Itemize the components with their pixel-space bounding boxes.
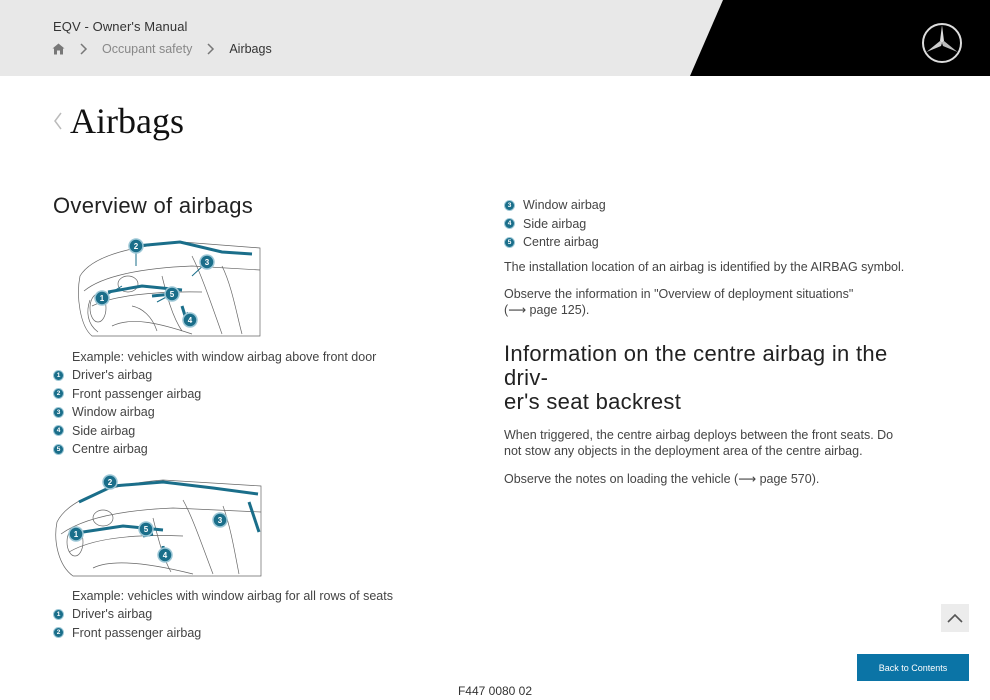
left-column (53, 194, 473, 218)
number-badge: 1 (53, 609, 64, 620)
breadcrumb-airbags: Airbags (229, 42, 272, 56)
right-column (504, 196, 914, 487)
figure-code: F447 0080 02 (457, 684, 533, 698)
number-badge: 1 (53, 370, 64, 381)
legend-label: Window airbag (523, 198, 606, 213)
svg-text:3: 3 (217, 516, 223, 525)
diagram-caption-all-rows: Example: vehicles with window airbag for all rows of seats (72, 589, 393, 603)
legend-label: Driver's airbag (72, 607, 153, 622)
airbag-diagram-all-rows (53, 472, 263, 578)
chevron-left-icon[interactable] (52, 110, 64, 132)
section-heading-centre-airbag (504, 342, 914, 414)
back-to-contents-button[interactable]: Back to Contents (857, 654, 969, 681)
page-title-row (52, 100, 184, 142)
list-item (504, 215, 914, 234)
list-item (53, 605, 201, 624)
number-badge: 3 (53, 407, 64, 418)
list-item (53, 440, 201, 459)
legend-label: Window airbag (72, 405, 155, 420)
page-title: Airbags (70, 101, 184, 141)
list-item (53, 422, 201, 441)
heading-line: Information on the centre airbag in the driv- (504, 340, 888, 390)
airbag-symbol-paragraph: The installation location of an airbag is identified by the AIRBAG symbol. (504, 259, 905, 274)
deployment-situations-paragraph (504, 286, 914, 318)
chevron-right-icon (206, 43, 215, 55)
diagram-caption-front-door: Example: vehicles with window airbag above front door (72, 350, 377, 364)
page-header (0, 0, 990, 76)
number-badge: 5 (53, 444, 64, 455)
loading-notes-paragraph: Observe the notes on loading the vehicle (⟶ page 570). (504, 471, 820, 486)
legend-label: Side airbag (523, 216, 587, 231)
svg-text:5: 5 (143, 525, 149, 534)
number-badge: 5 (504, 237, 515, 248)
paragraph-line: Observe the information in "Overview of deployment situations" (504, 286, 854, 301)
number-badge: 2 (53, 388, 64, 399)
scroll-to-top-button[interactable] (941, 604, 969, 632)
list-item (504, 233, 914, 252)
chevron-up-icon (947, 613, 963, 623)
legend-label: Centre airbag (72, 442, 148, 457)
centre-airbag-paragraph: When triggered, the centre airbag deploys between the front seats. Do not stow any objects in the deployment area of the centre airbag. (504, 427, 894, 458)
svg-text:2: 2 (133, 242, 139, 251)
svg-text:4: 4 (187, 316, 193, 325)
svg-text:2: 2 (107, 478, 113, 487)
number-badge: 2 (53, 627, 64, 638)
manual-title: EQV - Owner's Manual (53, 19, 188, 34)
page-reference-link[interactable]: (⟶ page 125). (504, 302, 590, 317)
chevron-right-icon (79, 43, 88, 55)
list-item (53, 385, 201, 404)
number-badge: 3 (504, 200, 515, 211)
breadcrumb (52, 42, 272, 56)
legend-list-1 (53, 366, 201, 459)
legend-list-right (504, 196, 914, 252)
svg-text:1: 1 (73, 530, 79, 539)
svg-text:3: 3 (204, 258, 210, 267)
svg-text:5: 5 (169, 290, 175, 299)
number-badge: 4 (504, 218, 515, 229)
svg-text:4: 4 (162, 551, 168, 560)
legend-label: Front passenger airbag (72, 625, 202, 640)
number-badge: 4 (53, 425, 64, 436)
breadcrumb-occupant-safety[interactable]: Occupant safety (102, 42, 193, 56)
legend-label: Front passenger airbag (72, 386, 202, 401)
mercedes-star-logo[interactable] (921, 22, 963, 64)
list-item (504, 196, 914, 215)
heading-line: er's seat backrest (504, 388, 682, 414)
section-heading-overview: Overview of airbags (53, 193, 254, 218)
svg-text:1: 1 (99, 294, 105, 303)
legend-list-2 (53, 605, 201, 642)
list-item (53, 403, 201, 422)
legend-label: Driver's airbag (72, 368, 153, 383)
list-item (53, 366, 201, 385)
legend-label: Side airbag (72, 423, 136, 438)
airbag-diagram-front-door (72, 236, 262, 340)
home-icon[interactable] (52, 43, 65, 55)
legend-label: Centre airbag (523, 235, 599, 250)
list-item (53, 624, 201, 643)
